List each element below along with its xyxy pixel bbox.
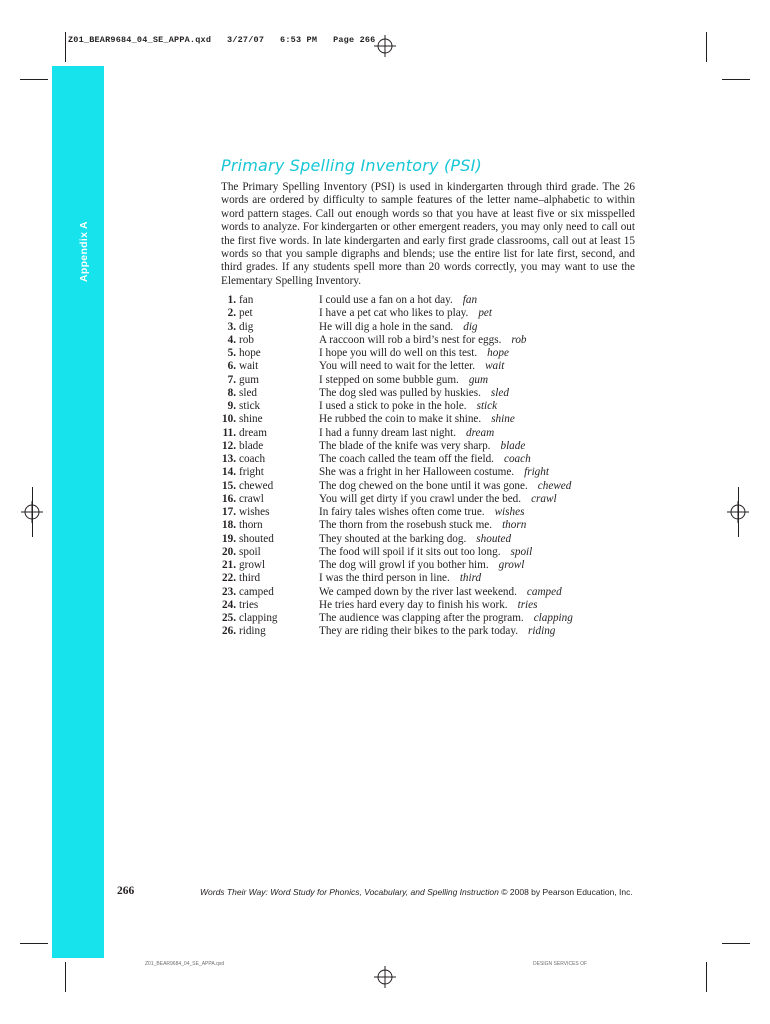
sentence-text: He tries hard every day to finish his work. xyxy=(319,598,508,611)
spelling-word: sled xyxy=(239,386,258,399)
trim-mark xyxy=(706,32,707,62)
spelling-word: riding xyxy=(239,625,266,638)
example-sentence xyxy=(319,506,524,519)
trim-mark xyxy=(722,79,750,80)
trim-mark xyxy=(722,943,750,944)
sentence-text: The blade of the knife was very sharp. xyxy=(319,439,491,452)
sentence-text: I could use a fan on a hot day. xyxy=(319,294,453,306)
item-number: 17. xyxy=(222,506,236,518)
example-sentence xyxy=(319,533,511,546)
page-number: 266 xyxy=(117,885,135,897)
example-sentence xyxy=(319,387,509,400)
list-item xyxy=(204,307,644,320)
example-sentence xyxy=(319,400,497,413)
sentence-text: They are riding their bikes to the park today. xyxy=(319,625,519,638)
item-number: 15. xyxy=(222,479,236,492)
example-sentence xyxy=(319,559,524,572)
sentence-text: In fairy tales wishes often come true. xyxy=(319,506,485,518)
spelling-word: fright xyxy=(239,466,264,479)
spelling-word: chewed xyxy=(239,479,274,492)
example-sentence xyxy=(319,440,525,453)
example-sentence xyxy=(319,546,532,559)
list-item xyxy=(204,453,644,466)
list-item xyxy=(204,533,644,546)
item-number: 8. xyxy=(227,386,236,399)
sentence-answer: riding xyxy=(528,625,556,638)
example-sentence xyxy=(319,294,477,307)
item-number: 21. xyxy=(222,559,236,571)
example-sentence xyxy=(319,321,478,334)
sentence-answer: chewed xyxy=(537,479,572,492)
example-sentence xyxy=(319,453,531,466)
sentence-answer: sled xyxy=(490,386,509,399)
list-item xyxy=(204,480,644,493)
sentence-text: I hope you will do well on this test. xyxy=(319,347,478,359)
list-item xyxy=(204,374,644,387)
sentence-answer: hope xyxy=(487,347,509,359)
spelling-word: tries xyxy=(239,598,259,611)
item-number: 20. xyxy=(222,545,236,558)
sentence-answer: growl xyxy=(498,559,525,571)
spelling-word: wishes xyxy=(239,506,270,518)
sentence-text: He rubbed the coin to make it shine. xyxy=(319,413,482,426)
list-item xyxy=(204,440,644,453)
spelling-word: wait xyxy=(239,360,259,373)
list-item xyxy=(204,321,644,334)
spelling-word: shouted xyxy=(239,532,274,545)
example-sentence xyxy=(319,493,557,506)
page-title: Primary Spelling Inventory (PSI) xyxy=(221,156,482,175)
sentence-answer: wishes xyxy=(494,506,525,518)
example-sentence xyxy=(319,625,555,638)
item-number: 13. xyxy=(222,453,236,465)
spelling-word: growl xyxy=(239,559,266,571)
list-item xyxy=(204,572,644,585)
example-sentence xyxy=(319,586,562,599)
item-number: 12. xyxy=(222,439,236,452)
list-item xyxy=(204,506,644,519)
item-number: 1. xyxy=(227,294,236,306)
bottom-slug-right: DESIGN SERVICES OF xyxy=(533,961,588,967)
spelling-word: coach xyxy=(239,453,266,465)
example-sentence xyxy=(319,360,504,373)
spelling-word: crawl xyxy=(239,492,264,505)
registration-mark-icon xyxy=(727,501,749,523)
example-sentence xyxy=(319,519,526,532)
example-sentence xyxy=(319,466,549,479)
item-number: 5. xyxy=(227,347,236,359)
slug-date: 3/27/07 xyxy=(227,35,265,45)
slug-page: Page 266 xyxy=(333,35,376,45)
spelling-word: blade xyxy=(239,439,264,452)
sentence-text: I was the third person in line. xyxy=(319,572,450,585)
spelling-word: gum xyxy=(239,373,259,386)
spelling-word: spoil xyxy=(239,545,261,558)
list-item xyxy=(204,294,644,307)
item-number: 26. xyxy=(222,625,236,638)
item-number: 24. xyxy=(222,598,236,611)
sentence-text: You will get dirty if you crawl under the bed. xyxy=(319,492,522,505)
spelling-word: thorn xyxy=(239,519,263,532)
sentence-text: The dog chewed on the bone until it was gone. xyxy=(319,479,528,492)
example-sentence xyxy=(319,572,481,585)
registration-mark-icon xyxy=(374,35,396,57)
example-sentence xyxy=(319,427,494,440)
trim-mark xyxy=(65,962,66,992)
sentence-text: They shouted at the barking dog. xyxy=(319,532,467,545)
trim-mark xyxy=(65,32,66,62)
sentence-text: I had a funny dream last night. xyxy=(319,426,457,439)
item-number: 18. xyxy=(222,519,236,532)
example-sentence xyxy=(319,612,573,625)
sentence-text: He will dig a hole in the sand. xyxy=(319,320,454,333)
item-number: 9. xyxy=(227,400,236,412)
sentence-text: The dog sled was pulled by huskies. xyxy=(319,386,481,399)
sentence-text: I used a stick to poke in the hole. xyxy=(319,400,467,412)
item-number: 4. xyxy=(227,333,236,346)
sentence-answer: third xyxy=(459,572,482,585)
spelling-word: pet xyxy=(239,307,253,320)
sentence-answer: shine xyxy=(491,413,515,426)
printer-slug xyxy=(68,35,375,45)
spelling-word: camped xyxy=(239,585,274,598)
list-item xyxy=(204,387,644,400)
list-item xyxy=(204,427,644,440)
sentence-answer: tries xyxy=(517,598,538,611)
spelling-word: shine xyxy=(239,413,263,426)
item-number: 7. xyxy=(227,373,236,386)
example-sentence xyxy=(319,599,537,612)
sentence-answer: wait xyxy=(485,360,505,373)
sentence-answer: coach xyxy=(503,453,531,465)
sentence-answer: spoil xyxy=(510,545,533,558)
sentence-text: The audience was clapping after the program. xyxy=(319,612,524,624)
book-title: Words Their Way: Word Study for Phonics, Vocabulary, and Spelling Instruction xyxy=(200,887,499,897)
list-item xyxy=(204,625,644,638)
list-item xyxy=(204,612,644,625)
item-number: 23. xyxy=(222,585,236,598)
sentence-text: You will need to wait for the letter. xyxy=(319,360,476,373)
sentence-answer: fan xyxy=(462,294,478,306)
spelling-word: fan xyxy=(239,294,254,306)
item-number: 16. xyxy=(222,492,236,505)
item-number: 10. xyxy=(222,413,236,426)
trim-mark xyxy=(706,962,707,992)
trim-mark xyxy=(20,79,48,80)
example-sentence xyxy=(319,334,527,347)
sentence-answer: blade xyxy=(500,439,526,452)
example-sentence xyxy=(319,413,515,426)
appendix-sidebar xyxy=(52,66,104,958)
registration-mark-icon xyxy=(21,501,43,523)
sentence-answer: dig xyxy=(463,320,478,333)
copyright: © 2008 by Pearson Education, Inc. xyxy=(501,887,633,897)
sentence-answer: thorn xyxy=(502,519,527,532)
sentence-text: We camped down by the river last weekend. xyxy=(319,585,517,598)
sentence-text: The dog will growl if you bother him. xyxy=(319,559,489,571)
sentence-text: I have a pet cat who likes to play. xyxy=(319,307,469,320)
sentence-answer: camped xyxy=(526,585,562,598)
example-sentence xyxy=(319,307,492,320)
sentence-text: The food will spoil if it sits out too long. xyxy=(319,545,501,558)
sentence-answer: crawl xyxy=(531,492,557,505)
list-item xyxy=(204,599,644,612)
item-number: 11. xyxy=(222,426,236,439)
sentence-answer: stick xyxy=(476,400,498,412)
slug-filename: Z01_BEAR9684_04_SE_APPA.qxd xyxy=(68,35,212,45)
appendix-label: Appendix A xyxy=(78,221,90,282)
sentence-answer: fright xyxy=(524,466,549,479)
item-number: 2. xyxy=(227,307,236,320)
sentence-text: I stepped on some bubble gum. xyxy=(319,373,459,386)
bottom-slug-left: Z01_BEAR9684_04_SE_APPA.qxd xyxy=(145,961,225,967)
trim-mark xyxy=(20,943,48,944)
item-number: 25. xyxy=(222,612,236,624)
sentence-answer: pet xyxy=(478,307,492,320)
spelling-word: stick xyxy=(239,400,261,412)
item-number: 19. xyxy=(222,532,236,545)
list-item xyxy=(204,466,644,479)
example-sentence xyxy=(319,480,571,493)
registration-mark-icon xyxy=(374,966,396,988)
sentence-text: She was a fright in her Halloween costume. xyxy=(319,466,515,479)
sentence-text: The thorn from the rosebush stuck me. xyxy=(319,519,493,532)
sentence-text: A raccoon will rob a bird’s nest for eggs. xyxy=(319,333,502,346)
sentence-answer: gum xyxy=(468,373,489,386)
footer-credit xyxy=(200,887,633,897)
spelling-word: dream xyxy=(239,426,267,439)
list-item xyxy=(204,360,644,373)
item-number: 22. xyxy=(222,572,236,585)
spelling-word: dig xyxy=(239,320,254,333)
spelling-word: clapping xyxy=(239,612,278,624)
list-item xyxy=(204,347,644,360)
spelling-word: rob xyxy=(239,333,254,346)
list-item xyxy=(204,546,644,559)
list-item xyxy=(204,413,644,426)
sentence-answer: shouted xyxy=(476,532,512,545)
slug-time: 6:53 PM xyxy=(280,35,318,45)
sentence-answer: rob xyxy=(511,333,527,346)
list-item xyxy=(204,586,644,599)
list-item xyxy=(204,334,644,347)
list-item xyxy=(204,493,644,506)
spelling-word: third xyxy=(239,572,261,585)
spelling-word-list xyxy=(204,294,644,639)
intro-paragraph: The Primary Spelling Inventory (PSI) is used in kindergarten through third grade. The 26 words are ordered by difficulty to sample features of the letter name–alphabetic to within word pattern stages. Call out enough words so that you have at least five or six misspelled words to analyze. For kindergarten or other emergent readers, you may only need to call out the first five words. In late kindergarten and early first grade classrooms, call out at least 15 words so that you sample digraphs and blends; use the entire list for late first, second, and third grades. If any students spell more than 20 words correctly, you may want to use the Elementary Spelling Inventory. xyxy=(221,181,635,287)
spelling-word: hope xyxy=(239,347,261,359)
sentence-answer: clapping xyxy=(533,612,573,624)
item-number: 6. xyxy=(227,360,236,373)
list-item xyxy=(204,519,644,532)
item-number: 14. xyxy=(222,466,236,479)
sentence-text: The coach called the team off the field. xyxy=(319,453,494,465)
sentence-answer: dream xyxy=(466,426,495,439)
item-number: 3. xyxy=(227,320,236,333)
example-sentence xyxy=(319,347,509,360)
example-sentence xyxy=(319,374,488,387)
list-item xyxy=(204,400,644,413)
list-item xyxy=(204,559,644,572)
